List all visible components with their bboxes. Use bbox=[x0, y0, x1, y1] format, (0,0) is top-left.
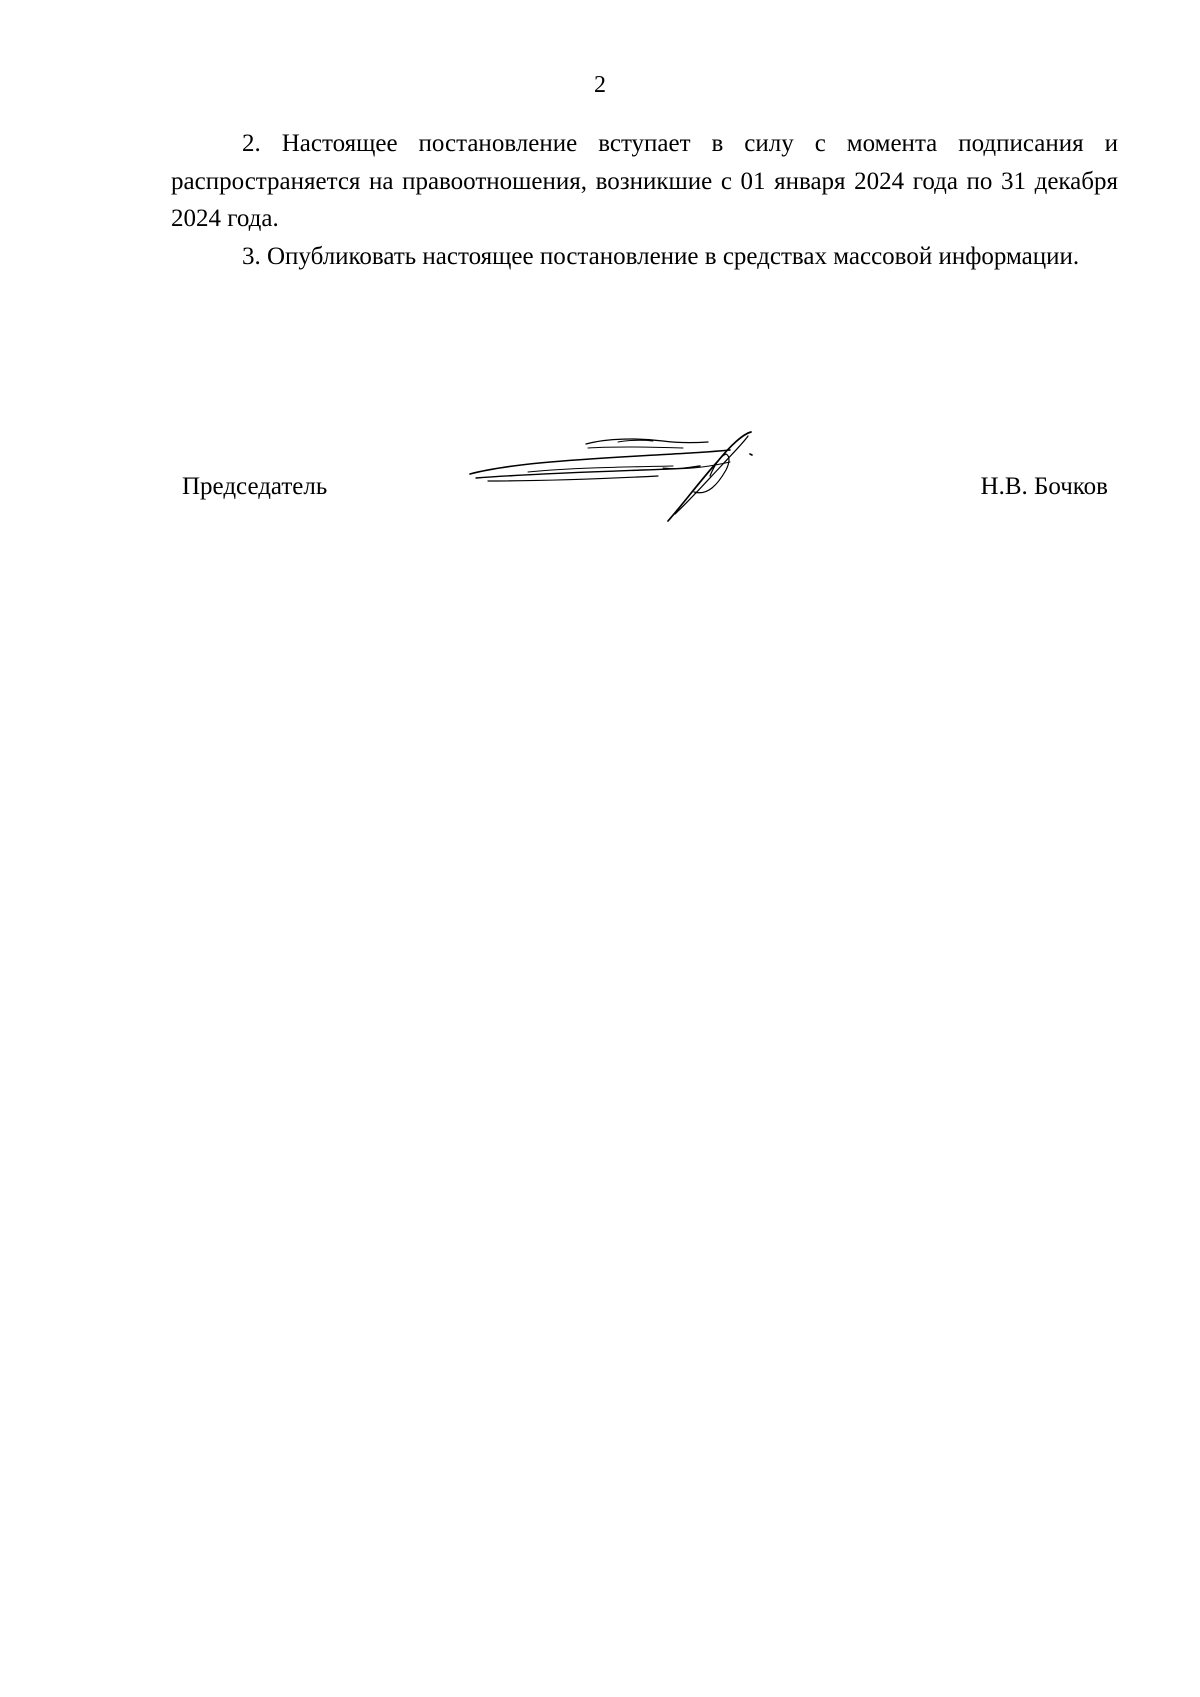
document-body bbox=[171, 125, 1118, 275]
handwritten-signature bbox=[468, 426, 788, 526]
signatory-title: Председатель bbox=[182, 473, 328, 500]
paragraph-2: 2. Настоящее постановление вступает в силу с момента подписания и распространяется на правоотношения, возникшие с 01 января 2024 года по 31 декабря 2024 года. bbox=[171, 130, 1118, 232]
paragraph-3: 3. Опубликовать настоящее постановление в средствах массовой информации. bbox=[242, 242, 1080, 270]
signatory-name: Н.В. Бочков bbox=[980, 473, 1108, 500]
page-number: 2 bbox=[594, 72, 606, 98]
